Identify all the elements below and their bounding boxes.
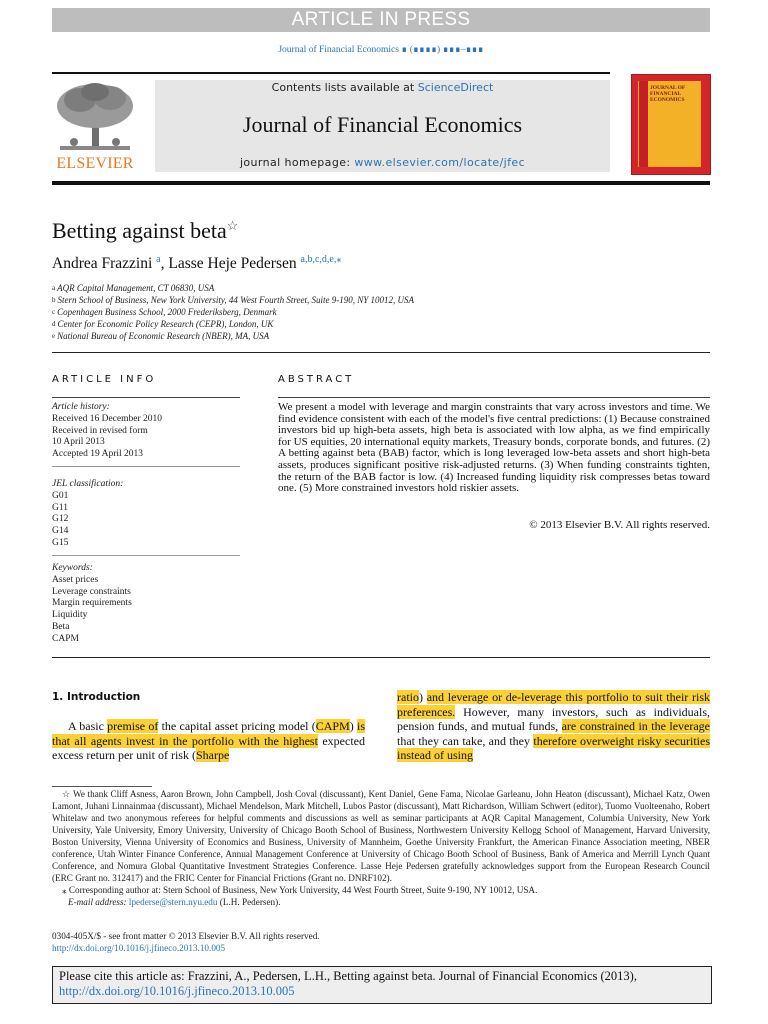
tree-icon xyxy=(52,80,138,156)
contents-line xyxy=(155,81,610,94)
affiliation-mark: d xyxy=(52,320,56,328)
article-history-block xyxy=(52,402,252,461)
intro-text: the capital asset pricing model ( xyxy=(158,719,316,733)
issn-block xyxy=(52,930,710,954)
contents-prefix: Contents lists available at xyxy=(271,81,418,94)
intro-right-column xyxy=(397,690,710,763)
citation-box xyxy=(52,966,712,1004)
affiliation-mark: a xyxy=(52,284,56,292)
affiliation-mark: e xyxy=(52,332,56,340)
section-divider xyxy=(52,657,710,658)
email-link[interactable]: lpederse@stern.nyu.edu xyxy=(128,897,218,907)
footnote-rule xyxy=(52,786,152,787)
history-item: Received 16 December 2010 xyxy=(52,413,162,424)
affiliation-mark: c xyxy=(52,308,56,316)
jel-code: G14 xyxy=(52,526,69,537)
section-divider xyxy=(52,352,710,353)
cover-title: JOURNAL OF FINANCIAL ECONOMICS xyxy=(650,85,686,103)
article-title xyxy=(52,218,238,244)
intro-highlight: ratio xyxy=(397,690,419,704)
info-separator xyxy=(52,466,240,467)
corresponding-author-footnote: ⁎ Corresponding author at: Stern School of Business, New York University, 44 West Fourth Street, Suite 9-190, NY 10012, USA. xyxy=(62,885,538,895)
keyword-item: Margin requirements xyxy=(52,598,132,609)
article-history-label: Article history: xyxy=(52,402,110,412)
article-info-rule xyxy=(52,397,240,398)
affiliation-text: National Bureau of Economic Research (NBER), MA, USA xyxy=(57,331,270,341)
sciencedirect-link[interactable]: ScienceDirect xyxy=(417,81,494,94)
keyword-item: CAPM xyxy=(52,633,79,644)
keywords-label: Keywords: xyxy=(52,563,93,573)
jel-code: G11 xyxy=(52,502,69,513)
keyword-item: Beta xyxy=(52,621,70,632)
intro-text: However, many investors, such as individuals, pension funds, and mutual funds, xyxy=(397,704,710,733)
doi-link[interactable]: http://dx.doi.org/10.1016/j.jfineco.2013.10.005 xyxy=(52,943,226,953)
cover-stripe xyxy=(639,81,648,167)
journal-reference-link[interactable]: Journal of Financial Economics ∎ (∎∎∎∎) ∎∎∎–∎∎∎ xyxy=(278,45,484,55)
copyright-line: © 2013 Elsevier B.V. All rights reserved. xyxy=(529,519,710,531)
keyword-item: Asset prices xyxy=(52,574,99,585)
title-footnote-mark[interactable]: ☆ xyxy=(226,218,239,233)
affiliation-text: Stern School of Business, New York University, 44 West Fourth Street, Suite 9-190, NY 10012, USA xyxy=(57,295,414,305)
affiliation-item xyxy=(52,318,652,330)
jel-block xyxy=(52,479,252,550)
affiliation-item xyxy=(52,306,652,318)
affiliation-text: Center for Economic Policy Research (CEPR), London, UK xyxy=(57,319,274,329)
intro-text: expected excess return per unit of risk ( xyxy=(52,733,365,762)
affiliation-item xyxy=(52,282,652,294)
masthead-top-rule xyxy=(52,72,610,74)
author-frazzini[interactable]: Andrea Frazzini xyxy=(52,255,153,273)
jel-code: G15 xyxy=(52,537,69,548)
keywords-block xyxy=(52,563,252,646)
intro-highlight: and leverage or de-leverage this portfolio to suit their risk preferences. xyxy=(397,690,710,719)
author-list: Andrea Frazzini $^a$, Lasse Heje Pedersen $^{a,b,c,d,e,⁎}$ xyxy=(52,254,342,273)
citation-text: Please cite this article as: Frazzini, A., Pedersen, L.H., Betting against beta. Journal of Financial Economics (2013), xyxy=(59,969,637,983)
intro-highlight: Sharpe xyxy=(195,748,230,762)
abstract-heading: ABSTRACT xyxy=(278,374,355,385)
affiliation-item xyxy=(52,294,652,306)
email-suffix: (L.H. Pedersen). xyxy=(217,897,281,907)
journal-title: Journal of Financial Economics xyxy=(242,112,523,137)
email-label: E-mail address: xyxy=(68,897,127,907)
issn-line: 0304-405X/$ - see front matter © 2013 Elsevier B.V. All rights reserved. xyxy=(52,931,320,941)
history-item: Accepted 19 April 2013 xyxy=(52,449,144,460)
intro-left-column xyxy=(52,719,365,763)
affiliation-item xyxy=(52,330,652,342)
author2-affiliation-marks[interactable]: a,b,c,d,e,⁎ xyxy=(300,254,342,265)
jel-code: G12 xyxy=(52,514,69,525)
keyword-item: Leverage constraints xyxy=(52,586,131,597)
intro-highlight: is that all agents invest in the portfolio with the highest xyxy=(52,719,365,748)
jel-code: G01 xyxy=(52,490,69,501)
keyword-item: Liquidity xyxy=(52,610,88,621)
affiliation-list xyxy=(52,282,652,342)
affiliation-text: Copenhagen Business School, 2000 Frederiksberg, Denmark xyxy=(57,307,277,317)
intro-text: A basic xyxy=(68,719,108,733)
author1-affiliation-marks[interactable]: a xyxy=(156,254,161,265)
homepage-prefix: journal homepage: xyxy=(239,156,355,169)
citation-doi-link[interactable]: http://dx.doi.org/10.1016/j.jfineco.2013.10.005 xyxy=(59,984,295,998)
info-separator xyxy=(52,555,240,556)
acknowledgements-footnote: ☆ We thank Cliff Asness, Aaron Brown, John Campbell, Josh Coval (discussant), Kent Daniel, Gene Fama, Nicolae Garleanu, John Heaton (discussant), Michael Katz, Owen Lamont, Juhani Linnainmaa (discussant), Michael Mendelson, Mark Mitchell, Lubos Pastor (discussant), Matt Richardson, William Schwert (editor), Tuomo Vuolteenaho, Robert Whitelaw and two anonymous referees for helpful comments and discussions as well as seminar participants at AQR Capital Management, Columbia University, New York University, Yale University, Emory University, University of Chicago Booth School of Business, Northwestern University Kellogg School of Management, Harvard University, Boston University, Vienna University of Economics and Business, University of Mannheim, Goethe University Frankfurt, the American Finance Association meeting, NBER conference, Utah Winter Finance Conference, Annual Management Conference at University of Chicago Booth School of Business, Bank of America and Merrill Lynch Quant Conference, and Nomura Global Quantitative Investment Strategies Conference. Lasse Heje Pedersen gratefully acknowledges support from the European Research Council (ERC Grant no. 312417) and the FRIC Center for Financial Frictions (Grant no. DNRF102). xyxy=(52,789,710,883)
elsevier-wordmark: ELSEVIER xyxy=(56,155,134,172)
affiliation-mark: b xyxy=(52,296,56,304)
footnotes xyxy=(52,788,710,908)
abstract-rule xyxy=(278,397,710,398)
history-item: Received in revised form xyxy=(52,425,148,436)
intro-highlight: premise of xyxy=(107,719,159,733)
article-title-text: Betting against beta xyxy=(52,218,227,243)
intro-text: ) xyxy=(419,690,427,704)
journal-cover-thumbnail xyxy=(631,74,711,175)
masthead-bottom-rule xyxy=(52,181,710,185)
intro-highlight: are constrained in the leverage xyxy=(561,719,710,733)
abstract-text: We present a model with leverage and margin constraints that vary across investors and time. We find evidence consistent with each of the model's five central predictions: (1) Because constrained investors bid up high-beta assets, high beta is associated with low alpha, as we find empirically for US equities, 20 international equity markets, Treasury bonds, corporate bonds, and futures. (2) A betting against beta (BAB) factor, which is long leveraged low-beta assets and short high-beta assets, produces significant positive risk-adjusted returns. (3) When funding constraints tighten, the return of the BAB factor is low. (4) Increased funding liquidity risk compresses betas toward one. (5) More constrained investors hold riskier assets. xyxy=(278,401,710,495)
history-item: 10 April 2013 xyxy=(52,437,105,448)
article-info-heading: ARTICLE INFO xyxy=(52,374,157,385)
intro-text: that they can take, and they xyxy=(397,733,534,748)
affiliation-text: AQR Capital Management, CT 06830, USA xyxy=(57,283,215,293)
introduction-heading: 1. Introduction xyxy=(52,691,141,703)
jel-label: JEL classification: xyxy=(52,479,124,489)
intro-highlight: CAPM xyxy=(315,719,350,733)
email-footnote xyxy=(52,896,710,908)
article-in-press-banner: ARTICLE IN PRESS xyxy=(52,8,710,32)
homepage-line xyxy=(155,156,610,169)
intro-text: ) xyxy=(349,719,357,733)
intro-highlight: therefore overweight risky securities instead of using xyxy=(397,733,710,762)
author-pedersen[interactable]: Lasse Heje Pedersen xyxy=(168,255,297,273)
journal-homepage-link[interactable]: www.elsevier.com/locate/jfec xyxy=(354,156,526,169)
